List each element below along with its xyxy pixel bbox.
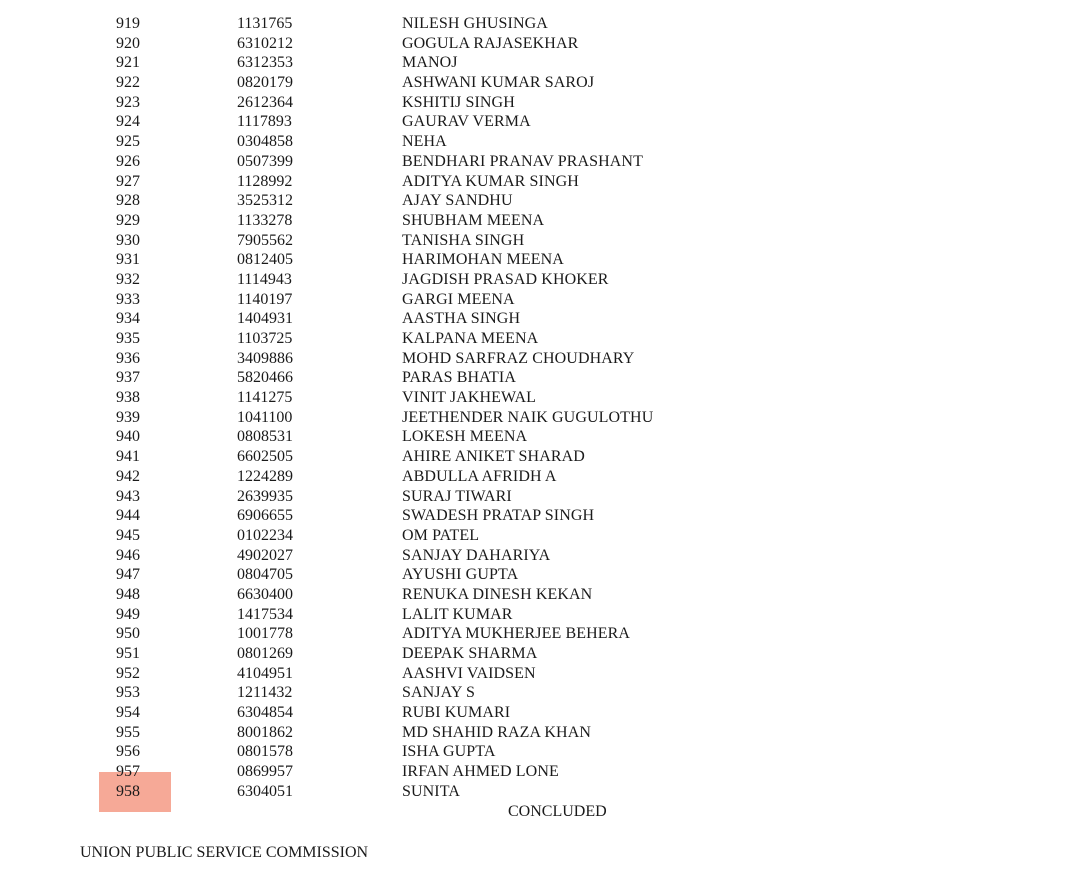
- list-row: [0, 329, 1080, 349]
- candidate-name: NILESH GHUSINGA: [402, 15, 548, 32]
- roll-number: 1404931: [237, 310, 293, 328]
- roll-number: 1133278: [237, 211, 293, 229]
- roll-number: 1041100: [237, 408, 293, 426]
- serial-number: 931: [116, 251, 140, 269]
- serial-number: 952: [116, 664, 140, 682]
- candidate-name: JAGDISH PRASAD KHOKER: [402, 270, 609, 288]
- list-row: [0, 191, 1080, 211]
- list-row: [0, 723, 1080, 743]
- serial-number: 927: [116, 172, 140, 190]
- serial-number: 919: [116, 15, 140, 32]
- candidate-name: SANJAY DAHARIYA: [402, 546, 551, 564]
- serial-number: 938: [116, 389, 140, 407]
- roll-number: 0869957: [237, 763, 293, 781]
- list-row: [0, 703, 1080, 723]
- roll-number: 6312353: [237, 54, 293, 72]
- roll-number: 7905562: [237, 231, 293, 249]
- candidate-name: GARGI MEENA: [402, 290, 515, 308]
- roll-number: 6630400: [237, 585, 293, 603]
- candidate-name: OM PATEL: [402, 526, 480, 544]
- serial-number: 941: [116, 448, 140, 466]
- serial-number: 929: [116, 211, 140, 229]
- list-row: [0, 172, 1080, 192]
- serial-number: 946: [116, 546, 140, 564]
- roll-number: 0804705: [237, 566, 293, 584]
- serial-number: 940: [116, 428, 140, 446]
- serial-number: 945: [116, 526, 140, 544]
- candidate-name: SANJAY S: [402, 684, 475, 702]
- list-row: [0, 112, 1080, 132]
- roll-number: 4902027: [237, 546, 293, 564]
- candidate-name: SUNITA: [402, 782, 460, 800]
- roll-number: 6304051: [237, 782, 293, 800]
- list-row: [0, 132, 1080, 152]
- serial-number: 948: [116, 585, 140, 603]
- candidate-name: SHUBHAM MEENA: [402, 211, 545, 229]
- list-row: [0, 14, 1080, 34]
- roll-number: 3525312: [237, 192, 293, 210]
- roll-number: 2612364: [237, 93, 293, 111]
- candidate-name: AHIRE ANIKET SHARAD: [402, 448, 585, 466]
- roll-number: 1128992: [237, 172, 293, 190]
- list-row: [0, 309, 1080, 329]
- roll-number: 6602505: [237, 448, 293, 466]
- list-row: [0, 34, 1080, 54]
- candidate-name: KSHITIJ SINGH: [402, 93, 515, 111]
- roll-number: 1001778: [237, 625, 293, 643]
- list-row: [0, 526, 1080, 546]
- serial-number: 921: [116, 54, 140, 72]
- list-row: [0, 683, 1080, 703]
- list-row: [0, 467, 1080, 487]
- candidate-name: AASHVI VAIDSEN: [402, 664, 536, 682]
- serial-number: 958: [116, 782, 140, 800]
- roll-number: 1417534: [237, 605, 293, 623]
- list-row: [0, 624, 1080, 644]
- roll-number: 1114943: [237, 270, 292, 288]
- candidate-name: GOGULA RAJASEKHAR: [402, 34, 579, 52]
- serial-number: 922: [116, 74, 140, 92]
- roll-number: 0102234: [237, 526, 293, 544]
- roll-number: 0507399: [237, 152, 293, 170]
- candidate-name: VINIT JAKHEWAL: [402, 389, 536, 407]
- list-row: [0, 565, 1080, 585]
- roll-number: 3409886: [237, 349, 293, 367]
- roll-number: 1117893: [237, 113, 292, 131]
- candidate-name: ADITYA MUKHERJEE BEHERA: [402, 625, 631, 643]
- candidate-name: GAURAV VERMA: [402, 113, 531, 131]
- roll-number: 0812405: [237, 251, 293, 269]
- list-row: [0, 762, 1080, 782]
- candidate-name: ADITYA KUMAR SINGH: [402, 172, 579, 190]
- roll-number: 0801578: [237, 743, 293, 761]
- list-row: [0, 585, 1080, 605]
- serial-number: 925: [116, 133, 140, 151]
- roll-number: 1141275: [237, 389, 293, 407]
- serial-number: 920: [116, 34, 140, 52]
- roll-number: 0801269: [237, 645, 293, 662]
- serial-number: 939: [116, 408, 140, 426]
- candidate-name: BENDHARI PRANAV PRASHANT: [402, 152, 643, 170]
- roll-number: 8001862: [237, 723, 293, 741]
- list-row: [0, 368, 1080, 388]
- candidate-name: DEEPAK SHARMA: [402, 645, 538, 662]
- serial-number: 934: [116, 310, 140, 328]
- list-row: [0, 349, 1080, 369]
- serial-number: 957: [116, 763, 140, 781]
- roll-number: 5820466: [237, 369, 293, 387]
- serial-number: 947: [116, 566, 140, 584]
- list-row: [0, 250, 1080, 270]
- roll-number: 0304858: [237, 133, 293, 151]
- candidate-name: TANISHA SINGH: [402, 231, 525, 249]
- roll-number: 6906655: [237, 507, 293, 525]
- serial-number: 954: [116, 704, 140, 722]
- candidate-name: ISHA GUPTA: [402, 743, 496, 761]
- concluded-label: CONCLUDED: [508, 803, 607, 820]
- list-row: [0, 427, 1080, 447]
- serial-number: 930: [116, 231, 140, 249]
- serial-number: 943: [116, 487, 140, 505]
- candidate-name: MD SHAHID RAZA KHAN: [402, 723, 592, 741]
- serial-number: 955: [116, 723, 140, 741]
- serial-number: 956: [116, 743, 140, 761]
- list-row: [0, 211, 1080, 231]
- serial-number: 926: [116, 152, 140, 170]
- roll-number: 6310212: [237, 34, 293, 52]
- list-row: [0, 782, 1080, 802]
- serial-number: 953: [116, 684, 140, 702]
- candidate-name: ASHWANI KUMAR SAROJ: [402, 74, 595, 92]
- list-row: [0, 270, 1080, 290]
- list-row: [0, 546, 1080, 566]
- list-row: [0, 53, 1080, 73]
- serial-number: 924: [116, 113, 140, 131]
- serial-number: 923: [116, 93, 140, 111]
- roll-number: 2639935: [237, 487, 293, 505]
- candidate-name: LALIT KUMAR: [402, 605, 513, 623]
- roll-number: 0820179: [237, 74, 293, 92]
- candidate-name: AJAY SANDHU: [402, 192, 513, 210]
- list-row: [0, 231, 1080, 251]
- roll-number: 4104951: [237, 664, 293, 682]
- candidate-name: SURAJ TIWARI: [402, 487, 512, 505]
- candidate-name: SWADESH PRATAP SINGH: [402, 507, 595, 525]
- serial-number: 935: [116, 330, 140, 347]
- list-row: [0, 290, 1080, 310]
- list-row: [0, 408, 1080, 428]
- footer-commission-name: UNION PUBLIC SERVICE COMMISSION: [80, 844, 369, 861]
- roll-number: 1103725: [237, 330, 293, 347]
- candidate-name: MOHD SARFRAZ CHOUDHARY: [402, 349, 635, 367]
- candidate-name: AASTHA SINGH: [402, 310, 521, 328]
- candidate-name: ABDULLA AFRIDH A: [402, 467, 557, 485]
- candidate-name: JEETHENDER NAIK GUGULOTHU: [402, 408, 654, 426]
- serial-number: 937: [116, 369, 140, 387]
- roll-number: 0808531: [237, 428, 293, 446]
- list-row: [0, 506, 1080, 526]
- list-row: [0, 152, 1080, 172]
- roll-number: 6304854: [237, 704, 293, 722]
- list-row: [0, 388, 1080, 408]
- list-row: [0, 73, 1080, 93]
- candidate-name: IRFAN AHMED LONE: [402, 763, 559, 781]
- serial-number: 951: [116, 645, 140, 662]
- list-row: [0, 742, 1080, 762]
- serial-number: 928: [116, 192, 140, 210]
- candidate-name: RUBI KUMARI: [402, 704, 511, 722]
- candidate-name: KALPANA MEENA: [402, 330, 539, 347]
- candidate-name: HARIMOHAN MEENA: [402, 251, 564, 269]
- list-row: [0, 605, 1080, 625]
- roll-number: 1140197: [237, 290, 293, 308]
- candidate-name: LOKESH MEENA: [402, 428, 528, 446]
- list-row: [0, 447, 1080, 467]
- serial-number: 932: [116, 270, 140, 288]
- serial-number: 936: [116, 349, 140, 367]
- serial-number: 933: [116, 290, 140, 308]
- candidate-name: AYUSHI GUPTA: [402, 566, 519, 584]
- serial-number: 949: [116, 605, 140, 623]
- candidate-name: MANOJ: [402, 54, 458, 72]
- list-row: [0, 93, 1080, 113]
- roll-number: 1211432: [237, 684, 293, 702]
- candidate-name: PARAS BHATIA: [402, 369, 516, 387]
- list-row: [0, 644, 1080, 664]
- results-list: [0, 14, 1080, 802]
- roll-number: 1224289: [237, 467, 293, 485]
- candidate-name: NEHA: [402, 133, 447, 151]
- serial-number: 944: [116, 507, 140, 525]
- candidate-name: RENUKA DINESH KEKAN: [402, 585, 593, 603]
- roll-number: 1131765: [237, 15, 293, 32]
- serial-number: 942: [116, 467, 140, 485]
- serial-number: 950: [116, 625, 140, 643]
- list-row: [0, 487, 1080, 507]
- list-row: [0, 664, 1080, 684]
